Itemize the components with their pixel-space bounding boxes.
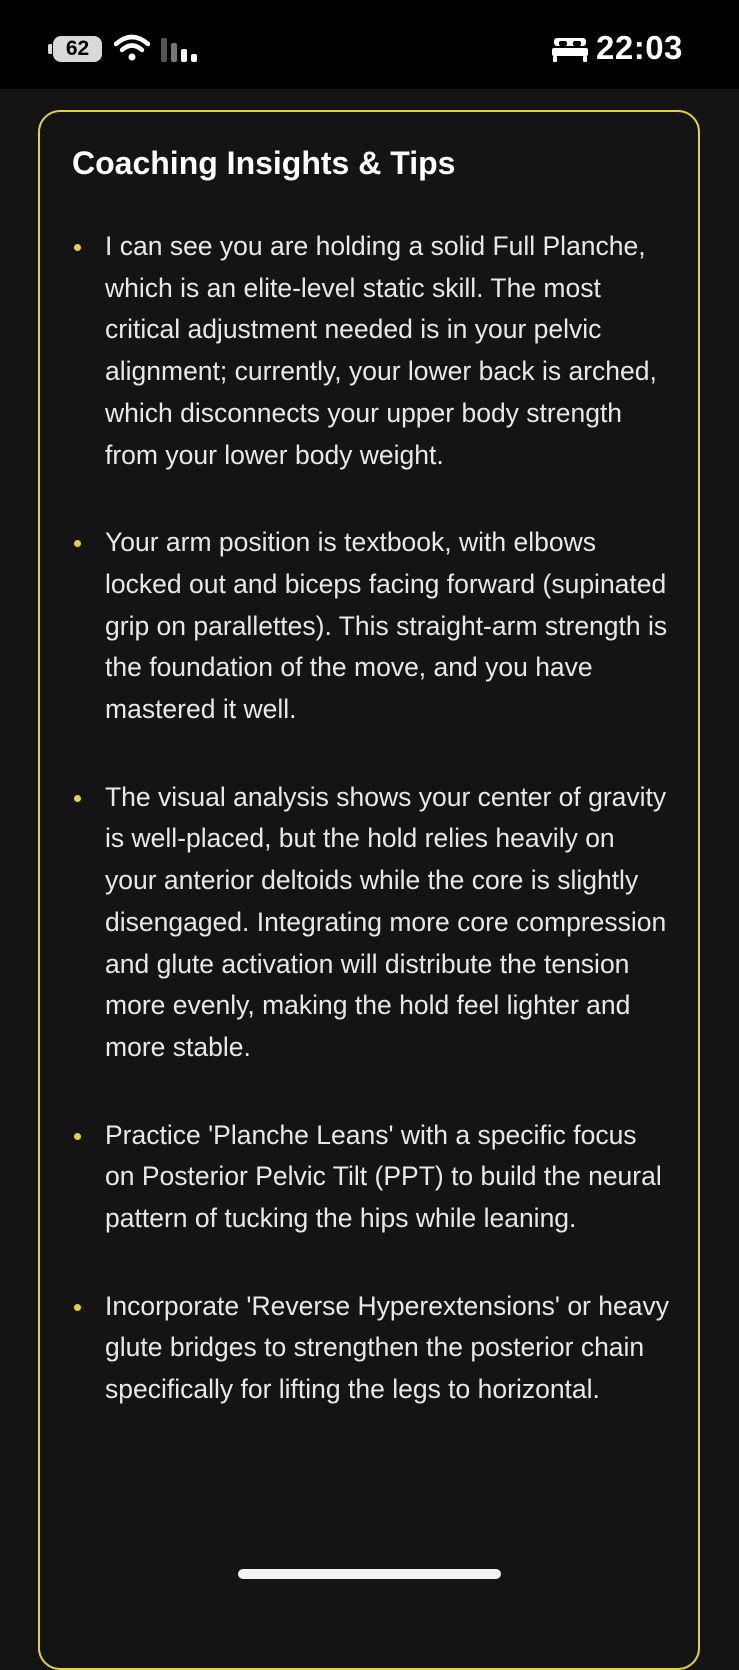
bullet-icon [74, 1133, 81, 1140]
bullet-icon [74, 244, 81, 251]
tip-item [40, 522, 700, 731]
tip-item [40, 226, 700, 476]
wifi-icon [114, 34, 150, 62]
tips-list [40, 226, 700, 1457]
tip-item [40, 1286, 700, 1411]
battery-nub [48, 44, 52, 54]
bullet-icon [74, 795, 81, 802]
home-indicator[interactable] [238, 1569, 501, 1579]
battery-icon [53, 36, 102, 62]
status-time: 22:03 [596, 29, 683, 66]
tip-text: The visual analysis shows your center of gravity is well-placed, but the hold relies heavily on your anterior deltoids while the core is slightly disengaged. Integrating more core compression and glute activation will distribute the tension more evenly, making the hold feel lighter and more stable. [105, 781, 667, 1062]
card-title: Coaching Insights & Tips [72, 145, 456, 181]
tip-text: Incorporate 'Reverse Hyperextensions' or heavy glute bridges to strengthen the posterior chain specifically for lifting the legs to horizontal. [105, 1290, 669, 1405]
tip-text: Your arm position is textbook, with elbows locked out and biceps facing forward (supinated grip on parallettes). This straight-arm strength is the foundation of the move, and you have mastered it well. [105, 527, 668, 725]
bullet-icon [74, 540, 81, 547]
tip-text: I can see you are holding a solid Full Planche, which is an elite-level static skill. The most critical adjustment needed is in your pelvic alignment; currently, your lower back is arched, which disconnects your upper body strength from your lower body weight. [105, 231, 657, 470]
tip-text: Practice 'Planche Leans' with a specific focus on Posterior Pelvic Tilt (PPT) to build the neural pattern of tucking the hips while leaning. [105, 1119, 662, 1234]
bullet-icon [74, 1304, 81, 1311]
coaching-insights-card [38, 110, 700, 1670]
cellular-signal-icon [160, 38, 200, 62]
sleep-focus-bed-icon [552, 36, 588, 62]
tip-item [40, 777, 700, 1069]
tip-item [40, 1115, 700, 1240]
battery-level: 62 [65, 37, 90, 60]
status-bar [0, 0, 739, 89]
